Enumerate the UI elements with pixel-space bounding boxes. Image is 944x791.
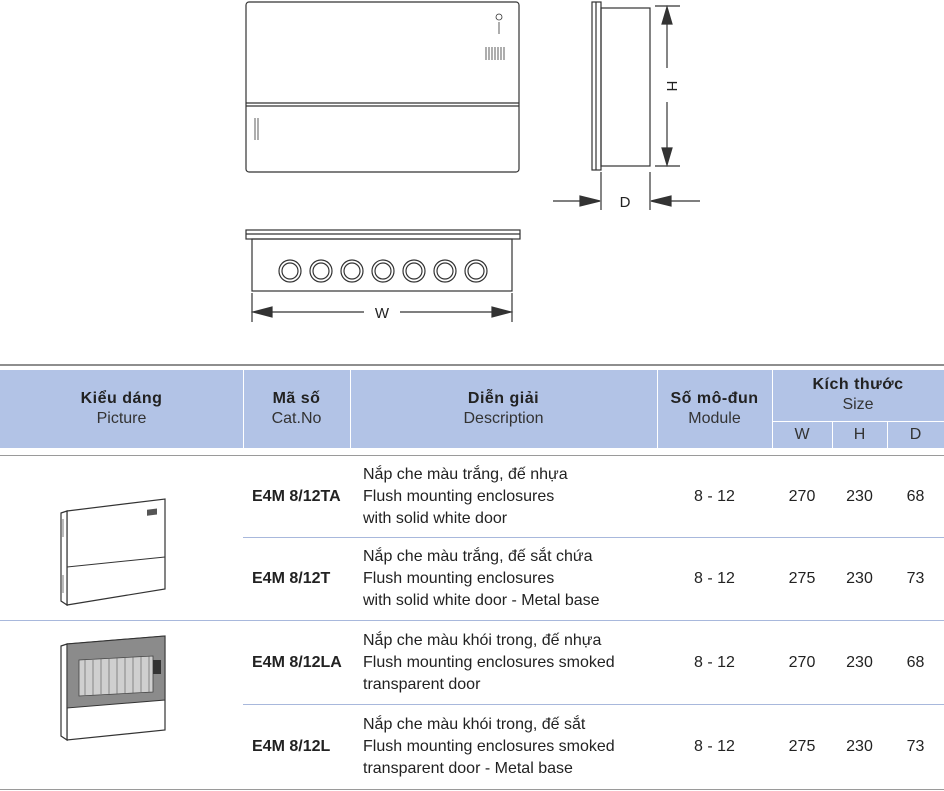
width-label: W — [374, 305, 390, 322]
desc-line: with solid white door — [363, 509, 508, 527]
desc-line: transparent door - Metal base — [363, 760, 573, 777]
desc-line: Nắp che màu trắng, đế nhựa — [363, 465, 568, 483]
product-picture-white-door — [55, 497, 171, 607]
header-picture-vi: Kiểu dáng — [80, 390, 163, 407]
table-row-1-d: 68 — [906, 487, 925, 505]
header-picture — [0, 370, 243, 448]
table-row-2-code: E4M 8/12T — [252, 570, 331, 587]
header-size-en: Size — [842, 396, 874, 413]
desc-line: Nắp che màu khói trong, đế sắt — [363, 716, 586, 733]
header-cat-no-en: Cat.No — [271, 410, 322, 427]
desc-line: Flush mounting enclosures — [363, 487, 555, 505]
table-bottom-rule — [0, 789, 944, 790]
header-size-vi: Kích thước — [812, 376, 904, 393]
header-size-d: D — [909, 425, 922, 443]
table-row-4-h: 230 — [846, 738, 873, 755]
table-row-1-code: E4M 8/12TA — [252, 487, 341, 505]
header-module-en: Module — [688, 410, 741, 427]
table-row-2-w: 275 — [788, 570, 816, 587]
table-row-2-h: 230 — [846, 570, 873, 587]
desc-line: Flush mounting enclosures smoked — [363, 653, 615, 671]
desc-line: Flush mounting enclosures smoked — [363, 738, 615, 755]
height-label: H — [663, 80, 680, 92]
header-cat-no-vi: Mã số — [272, 390, 321, 407]
desc-line: with solid white door - Metal base — [363, 592, 600, 609]
header-size-h: H — [853, 425, 866, 443]
header-size-w: W — [794, 425, 810, 443]
table-row-1-module: 8 - 12 — [694, 487, 735, 505]
side-view-drawing — [553, 2, 700, 210]
table-row-2-d: 73 — [906, 570, 925, 587]
table-row-3-code: E4M 8/12LA — [252, 653, 342, 671]
table-row-2-module: 8 - 12 — [694, 570, 735, 587]
header-module — [657, 370, 772, 448]
table-row-3-d: 68 — [906, 653, 925, 671]
header-picture-en: Picture — [96, 410, 147, 427]
table-top-rule — [0, 364, 944, 366]
desc-line: Nắp che màu trắng, đế sắt chứa — [363, 548, 593, 565]
table-row-1-description — [363, 456, 655, 537]
table-row-3-h: 230 — [846, 653, 873, 671]
product-picture-smoked-door — [55, 632, 171, 742]
header-description-vi: Diễn giải — [467, 390, 540, 407]
header-cat-no — [243, 370, 350, 448]
header-description-en: Description — [463, 410, 544, 427]
table-row-1-h: 230 — [846, 487, 873, 505]
table-row-1-w: 270 — [788, 487, 816, 505]
table-row-2-description — [363, 538, 655, 620]
table-row-4-code: E4M 8/12L — [252, 738, 331, 755]
table-row-3-w: 270 — [788, 653, 816, 671]
table-row-4-module: 8 - 12 — [694, 738, 735, 755]
table-row-4-d: 73 — [906, 738, 925, 755]
front-view-drawing — [246, 2, 519, 172]
desc-line: Nắp che màu khói trong, đế nhựa — [363, 631, 602, 649]
desc-line: transparent door — [363, 675, 481, 693]
header-module-vi: Số mô-đun — [670, 390, 759, 407]
technical-drawings — [0, 0, 944, 360]
header-description — [350, 370, 657, 448]
table-row-3-module: 8 - 12 — [694, 653, 735, 671]
desc-line: Flush mounting enclosures — [363, 570, 555, 587]
table-row-3-description — [363, 621, 655, 704]
table-row-4-description — [363, 705, 655, 789]
header-size — [772, 370, 944, 420]
table-row-4-w: 275 — [788, 738, 816, 755]
depth-label: D — [619, 194, 631, 211]
